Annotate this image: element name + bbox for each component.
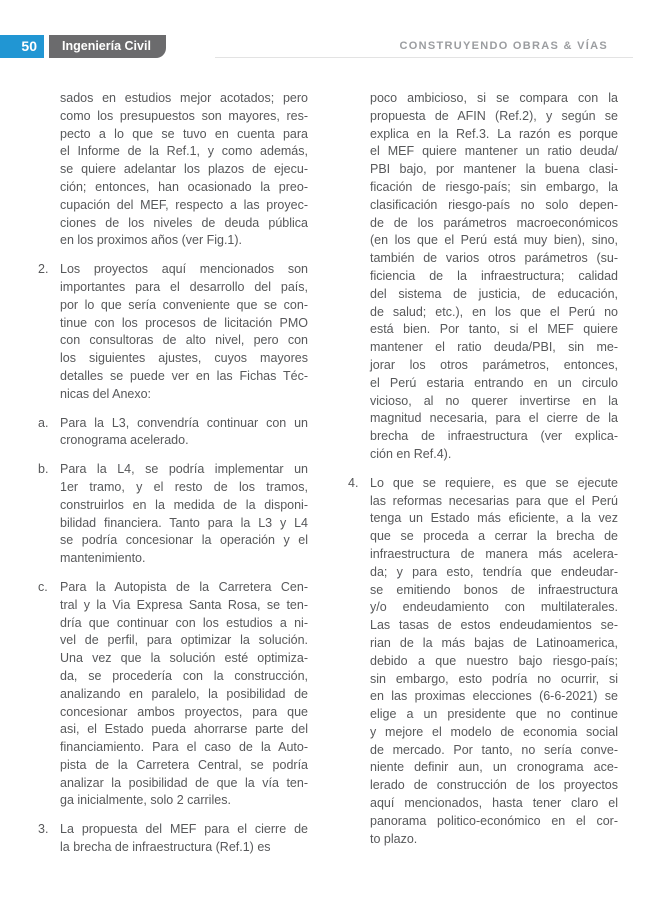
text-line: nicas del Anexo: — [60, 386, 152, 401]
text-line: Para la L3, convendría continuar con un — [60, 415, 308, 430]
text-line: construirlos en la medida de la disponi- — [60, 497, 308, 512]
page-header — [0, 0, 650, 64]
text-line: propuesta de AFIN (Ref.2), y según se — [370, 108, 618, 123]
text-line: con consultoras de alto nivel, pero con — [60, 333, 308, 348]
text-line: sin embargo, esto podría no ocurrir, si — [370, 671, 618, 686]
paragraph-text — [60, 90, 308, 250]
paragraph-text — [60, 579, 308, 810]
text-line: ga inicialmente, solo 2 carriles. — [60, 793, 231, 808]
text-line: y/o endeudamiento con multilaterales. — [370, 600, 618, 615]
text-line: como los presupuestos son mayores, res- — [60, 108, 308, 123]
text-line: aquí mencionados, hasta tener claro el — [370, 796, 618, 811]
text-line: detalles se puede ver en las Fichas Téc- — [60, 368, 308, 383]
text-line: de salud; etc.), en los que el Perú no — [370, 304, 618, 319]
paragraph — [348, 90, 618, 464]
text-line: el Informe de la Ref.1, y como además, — [60, 144, 308, 159]
text-line: del sistema de justicia, de educación, — [370, 286, 618, 301]
list-item — [38, 261, 308, 403]
list-marker — [38, 90, 60, 250]
text-line: vicioso, al no querer invertirse en la — [370, 393, 618, 408]
list-item — [38, 821, 308, 857]
text-line: dría que continuar con los estudios a ni- — [60, 615, 308, 630]
text-line: ción; entonces, han ocasionado la preo- — [60, 179, 308, 194]
paragraph-text — [60, 821, 308, 857]
text-line: Para la L4, se podría implementar un — [60, 462, 308, 477]
text-line: se quiere adelantar los plazos de ejecu- — [60, 162, 308, 177]
text-line: que se proceda a cerrar la brecha de — [370, 529, 618, 544]
text-line: bilidad financiera. Tanto para la L3 y L4 — [60, 515, 308, 530]
text-line: Para la Autopista de la Carretera Cen- — [60, 579, 308, 594]
text-line: (en los que el Perú está muy bien), sino, — [370, 233, 618, 248]
text-line: debido a que nuestro bajo riesgo-país; — [370, 653, 618, 668]
paragraph-text — [370, 475, 618, 849]
text-line: el MEF quiere mantener un ratio deuda/ — [370, 144, 618, 159]
text-line: concesionar ambos proyectos, para que — [60, 704, 308, 719]
text-line: se emitiendo bonos de infraestructura — [370, 582, 618, 597]
text-line: tral y la Via Expresa Santa Rosa, se ten- — [60, 597, 308, 612]
text-line: también de varios otros parámetros (su- — [370, 251, 618, 266]
text-line: se podría concesionar la operación y el — [60, 533, 308, 548]
list-marker: c. — [38, 579, 48, 594]
text-line: clasificación riesgo-país no solo depen- — [370, 197, 618, 212]
text-line: da; y para esto, tendría que endeudar- — [370, 564, 618, 579]
text-line: infraestructura de manera más acelera- — [370, 546, 618, 561]
text-line: da, se procedería con la construcción, — [60, 668, 308, 683]
text-line: ciones de los niveles de deuda pública — [60, 215, 308, 230]
text-line: los siguientes ajustes, cuyos mayores — [60, 351, 308, 366]
text-line: ficiencia de la infraestructura; calidad — [370, 268, 618, 283]
paragraph-text — [60, 415, 308, 451]
list-item — [38, 461, 308, 568]
paragraph — [38, 90, 308, 250]
text-line: to plazo. — [370, 831, 418, 846]
text-line: tenga un Estado más eficiente, a la vez — [370, 511, 618, 526]
text-line: magnitud necesaria, para el cierre de la — [370, 411, 618, 426]
article-body — [38, 90, 618, 868]
text-line: pista de la Carretera Central, se podría — [60, 757, 308, 772]
text-line: pecto a lo que se tuvo en cuenta para — [60, 126, 308, 141]
list-item — [38, 415, 308, 451]
page-number-badge: 50 — [0, 35, 44, 58]
text-line: cupación del MEF, respecto a las proyec- — [60, 197, 308, 212]
text-line: panorama politico-económico en el cor- — [370, 813, 618, 828]
text-line: está bien. Por tanto, si el MEF quiere — [370, 322, 618, 337]
text-line: poco ambicioso, si se compara con la — [370, 91, 618, 105]
text-line: cronograma acelerado. — [60, 433, 189, 448]
magazine-title: CONSTRUYENDO OBRAS & VÍAS — [399, 40, 608, 52]
text-line: Una vez que la solución esté optimiza- — [60, 651, 308, 666]
text-line: en las proximas elecciones (6-6-2021) se — [370, 689, 618, 704]
text-line: brecha de infraestructura (ver explica- — [370, 429, 618, 444]
text-line: analizar la posibilidad de que la vía ten- — [60, 775, 308, 790]
paragraph-text — [370, 90, 618, 464]
text-line: la brecha de infraestructura (Ref.1) es — [60, 840, 271, 855]
text-line: Lo que se requiere, es que se ejecute — [370, 475, 618, 490]
text-line: rian de la más bajas de Latinoamerica, — [370, 635, 618, 650]
text-line: Los proyectos aquí mencionados son — [60, 262, 308, 277]
text-line: analizando en paralelo, la posibilidad de — [60, 686, 308, 701]
text-line: financiamiento. Para el caso de la Auto- — [60, 740, 308, 755]
text-line: por lo que sería conveniente que se con- — [60, 297, 308, 312]
paragraph-text — [60, 261, 308, 403]
list-marker: 3. — [38, 822, 49, 837]
header-rule — [215, 57, 633, 58]
text-line: elige a un presidente que no continue — [370, 707, 618, 722]
text-line: mantenimiento. — [60, 551, 146, 566]
text-line: vel de perfil, para optimizar la solución. — [60, 633, 308, 648]
text-line: niente definir aun, un cronograma ace- — [370, 760, 618, 775]
text-line: las reformas necesarias para que el Perú — [370, 493, 618, 508]
left-column — [38, 90, 308, 868]
right-column — [348, 90, 618, 868]
text-line: 1er tramo, y el resto de los tramos, — [60, 479, 308, 494]
section-tab: Ingeniería Civil — [49, 35, 166, 58]
text-line: y mejore el modelo de economia social — [370, 724, 618, 739]
list-marker: 4. — [348, 475, 359, 490]
text-line: tinue con los procesos de licitación PMO — [60, 315, 308, 330]
text-line: asi, el Estado pueda ahorrarse parte del — [60, 722, 308, 737]
text-line: de de los parámetros macroeconómicos — [370, 215, 618, 230]
list-marker — [348, 90, 370, 464]
paragraph-text — [60, 461, 308, 568]
text-line: Las tasas de estos endeudamientos se- — [370, 618, 618, 633]
list-item — [348, 475, 618, 849]
text-line: el Perú estaria entrando en un circulo — [370, 375, 618, 390]
text-line: La propuesta del MEF para el cierre de — [60, 822, 308, 837]
list-marker: a. — [38, 415, 49, 430]
text-line: ficación de riesgo-país; sin embargo, la — [370, 179, 618, 194]
text-line: mantener el ratio deuda/PBI, sin me- — [370, 340, 618, 355]
text-line: jorar los otros parámetros, entonces, — [370, 357, 618, 372]
text-line: sados en estudios mejor acotados; pero — [60, 91, 308, 105]
list-marker: 2. — [38, 262, 49, 277]
text-line: PBI bajo, por mantener la buena clasi- — [370, 162, 618, 177]
text-line: de mercado. Por tanto, no sería conve- — [370, 742, 618, 757]
text-line: importantes para el desarrollo del país, — [60, 279, 308, 294]
list-item — [38, 579, 308, 810]
text-line: lerado de construcción de los proyectos — [370, 778, 618, 793]
text-line: en los proximos años (ver Fig.1). — [60, 233, 243, 248]
list-marker: b. — [38, 462, 49, 477]
text-line: explica en la Ref.3. La razón es porque — [370, 126, 618, 141]
text-line: ción en Ref.4). — [370, 446, 452, 461]
